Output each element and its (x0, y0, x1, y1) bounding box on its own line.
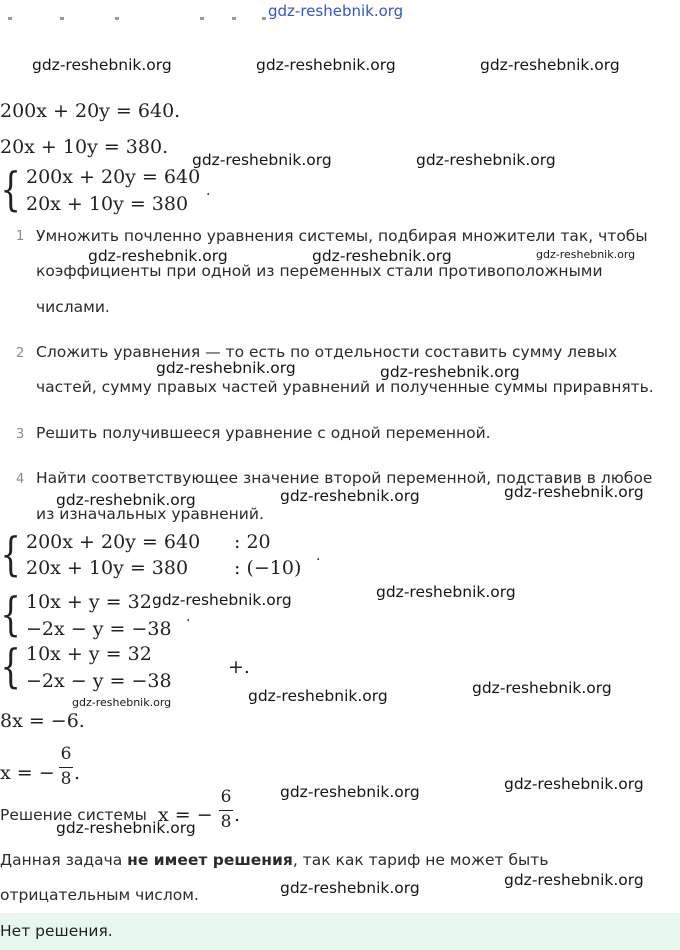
watermark: gdz-reshebnik.org (480, 56, 620, 74)
equation-1: 200x + 20y = 640. (0, 100, 181, 122)
step-number: 2 (16, 346, 25, 361)
step-4-line-2: из изначальных уравнений. (36, 505, 264, 523)
system-brace: { (0, 587, 21, 641)
equation-2: 20x + 10y = 380. (0, 136, 169, 158)
watermark: gdz-reshebnik.org (280, 487, 420, 505)
system-4-line-2: −2x − y = −38 (26, 670, 172, 692)
step-2-line-1: Сложить уравнения — то есть по отдельности составить сумму левых (36, 343, 618, 361)
watermark: gdz-reshebnik.org (376, 583, 516, 601)
system-2-line-1: 200x + 20y = 640 (26, 531, 201, 553)
system-2-line-2-divisor: : (−10) (234, 557, 302, 579)
watermark: gdz-reshebnik.org (380, 363, 520, 381)
system-4-line-1: 10x + y = 32 (26, 643, 152, 665)
fraction-bar (219, 810, 233, 811)
watermark-top: gdz-reshebnik.org (268, 2, 404, 20)
step-1-line-2: коэффициенты при одной из переменных стали противоположными (36, 262, 603, 280)
watermark: gdz-reshebnik.org (88, 247, 228, 265)
system-brace: { (0, 527, 21, 581)
addition-sign: +. (228, 656, 250, 678)
sum-equation: 8x = −6. (0, 710, 85, 732)
system-2-line-1-divisor: : 20 (234, 531, 271, 553)
solution-label: Решение системы (0, 806, 147, 824)
fraction-bar (59, 767, 73, 768)
step-3-line-1: Решить получившееся уравнение с одной переменной. (36, 424, 491, 442)
watermark: gdz-reshebnik.org (280, 879, 420, 897)
x-fraction-denominator: 8 (60, 769, 72, 789)
solution-fraction-numerator: 6 (220, 787, 232, 807)
step-number: 1 (16, 229, 25, 244)
watermark: gdz-reshebnik.org (256, 56, 396, 74)
system-3-line-1: 10x + y = 32 (26, 591, 152, 613)
watermark: gdz-reshebnik.org (504, 871, 644, 889)
watermark: gdz-reshebnik.org (504, 775, 644, 793)
system-1-line-2: 20x + 10y = 380 (26, 193, 189, 215)
watermark: gdz-reshebnik.org (72, 696, 172, 709)
system-3-line-2: −2x − y = −38 (26, 618, 172, 640)
answer-text: Нет решения. (0, 922, 113, 940)
solution-fraction-denominator: 8 (220, 812, 232, 832)
watermark: gdz-reshebnik.org (312, 247, 452, 265)
system-brace: { (0, 639, 21, 693)
conclusion-line-1 (0, 851, 548, 869)
watermark: gdz-reshebnik.org (472, 679, 612, 697)
system-2-dot: . (316, 548, 321, 564)
system-brace: { (0, 162, 21, 216)
system-1-dot: . (206, 183, 211, 199)
watermark: gdz-reshebnik.org (56, 819, 196, 837)
watermark: gdz-reshebnik.org (156, 359, 296, 377)
watermark: gdz-reshebnik.org (56, 491, 196, 509)
system-2-line-2: 20x + 10y = 380 (26, 557, 189, 579)
step-2-line-2: частей, сумму правых частей уравнений и полученные суммы приравнять. (36, 378, 654, 396)
conclusion-bold: не имеет решения (127, 851, 293, 869)
answer-box (0, 913, 680, 950)
step-4-line-1: Найти соответствующее значение второй переменной, подставив в любое (36, 469, 653, 487)
watermark: gdz-reshebnik.org (536, 248, 636, 261)
system-1-line-1: 200x + 20y = 640 (26, 166, 201, 188)
watermark: gdz-reshebnik.org (248, 687, 388, 705)
system-3-dot: . (186, 609, 191, 625)
x-fraction (59, 744, 73, 789)
step-number: 4 (16, 472, 25, 487)
conclusion-before: Данная задача (0, 851, 128, 869)
x-fraction-numerator: 6 (60, 744, 72, 764)
watermark: gdz-reshebnik.org (192, 151, 332, 169)
watermark: gdz-reshebnik.org (32, 56, 172, 74)
watermark: gdz-reshebnik.org (152, 591, 292, 609)
step-1-line-1: Умножить почленно уравнения системы, подбирая множители так, чтобы (36, 227, 648, 245)
conclusion-line-2: отрицательным числом. (0, 886, 199, 904)
watermark: gdz-reshebnik.org (280, 783, 420, 801)
step-1-line-3: числами. (36, 298, 110, 316)
solution-dot: . (234, 804, 241, 826)
solution-fraction (219, 787, 233, 832)
x-equation-dot: . (74, 762, 81, 784)
x-equation-prefix: x = − (0, 762, 55, 784)
watermark: gdz-reshebnik.org (504, 483, 644, 501)
step-number: 3 (16, 427, 25, 442)
watermark: gdz-reshebnik.org (416, 151, 556, 169)
conclusion-after: , так как тариф не может быть (292, 851, 549, 869)
solution-x-prefix: x = − (158, 804, 213, 826)
